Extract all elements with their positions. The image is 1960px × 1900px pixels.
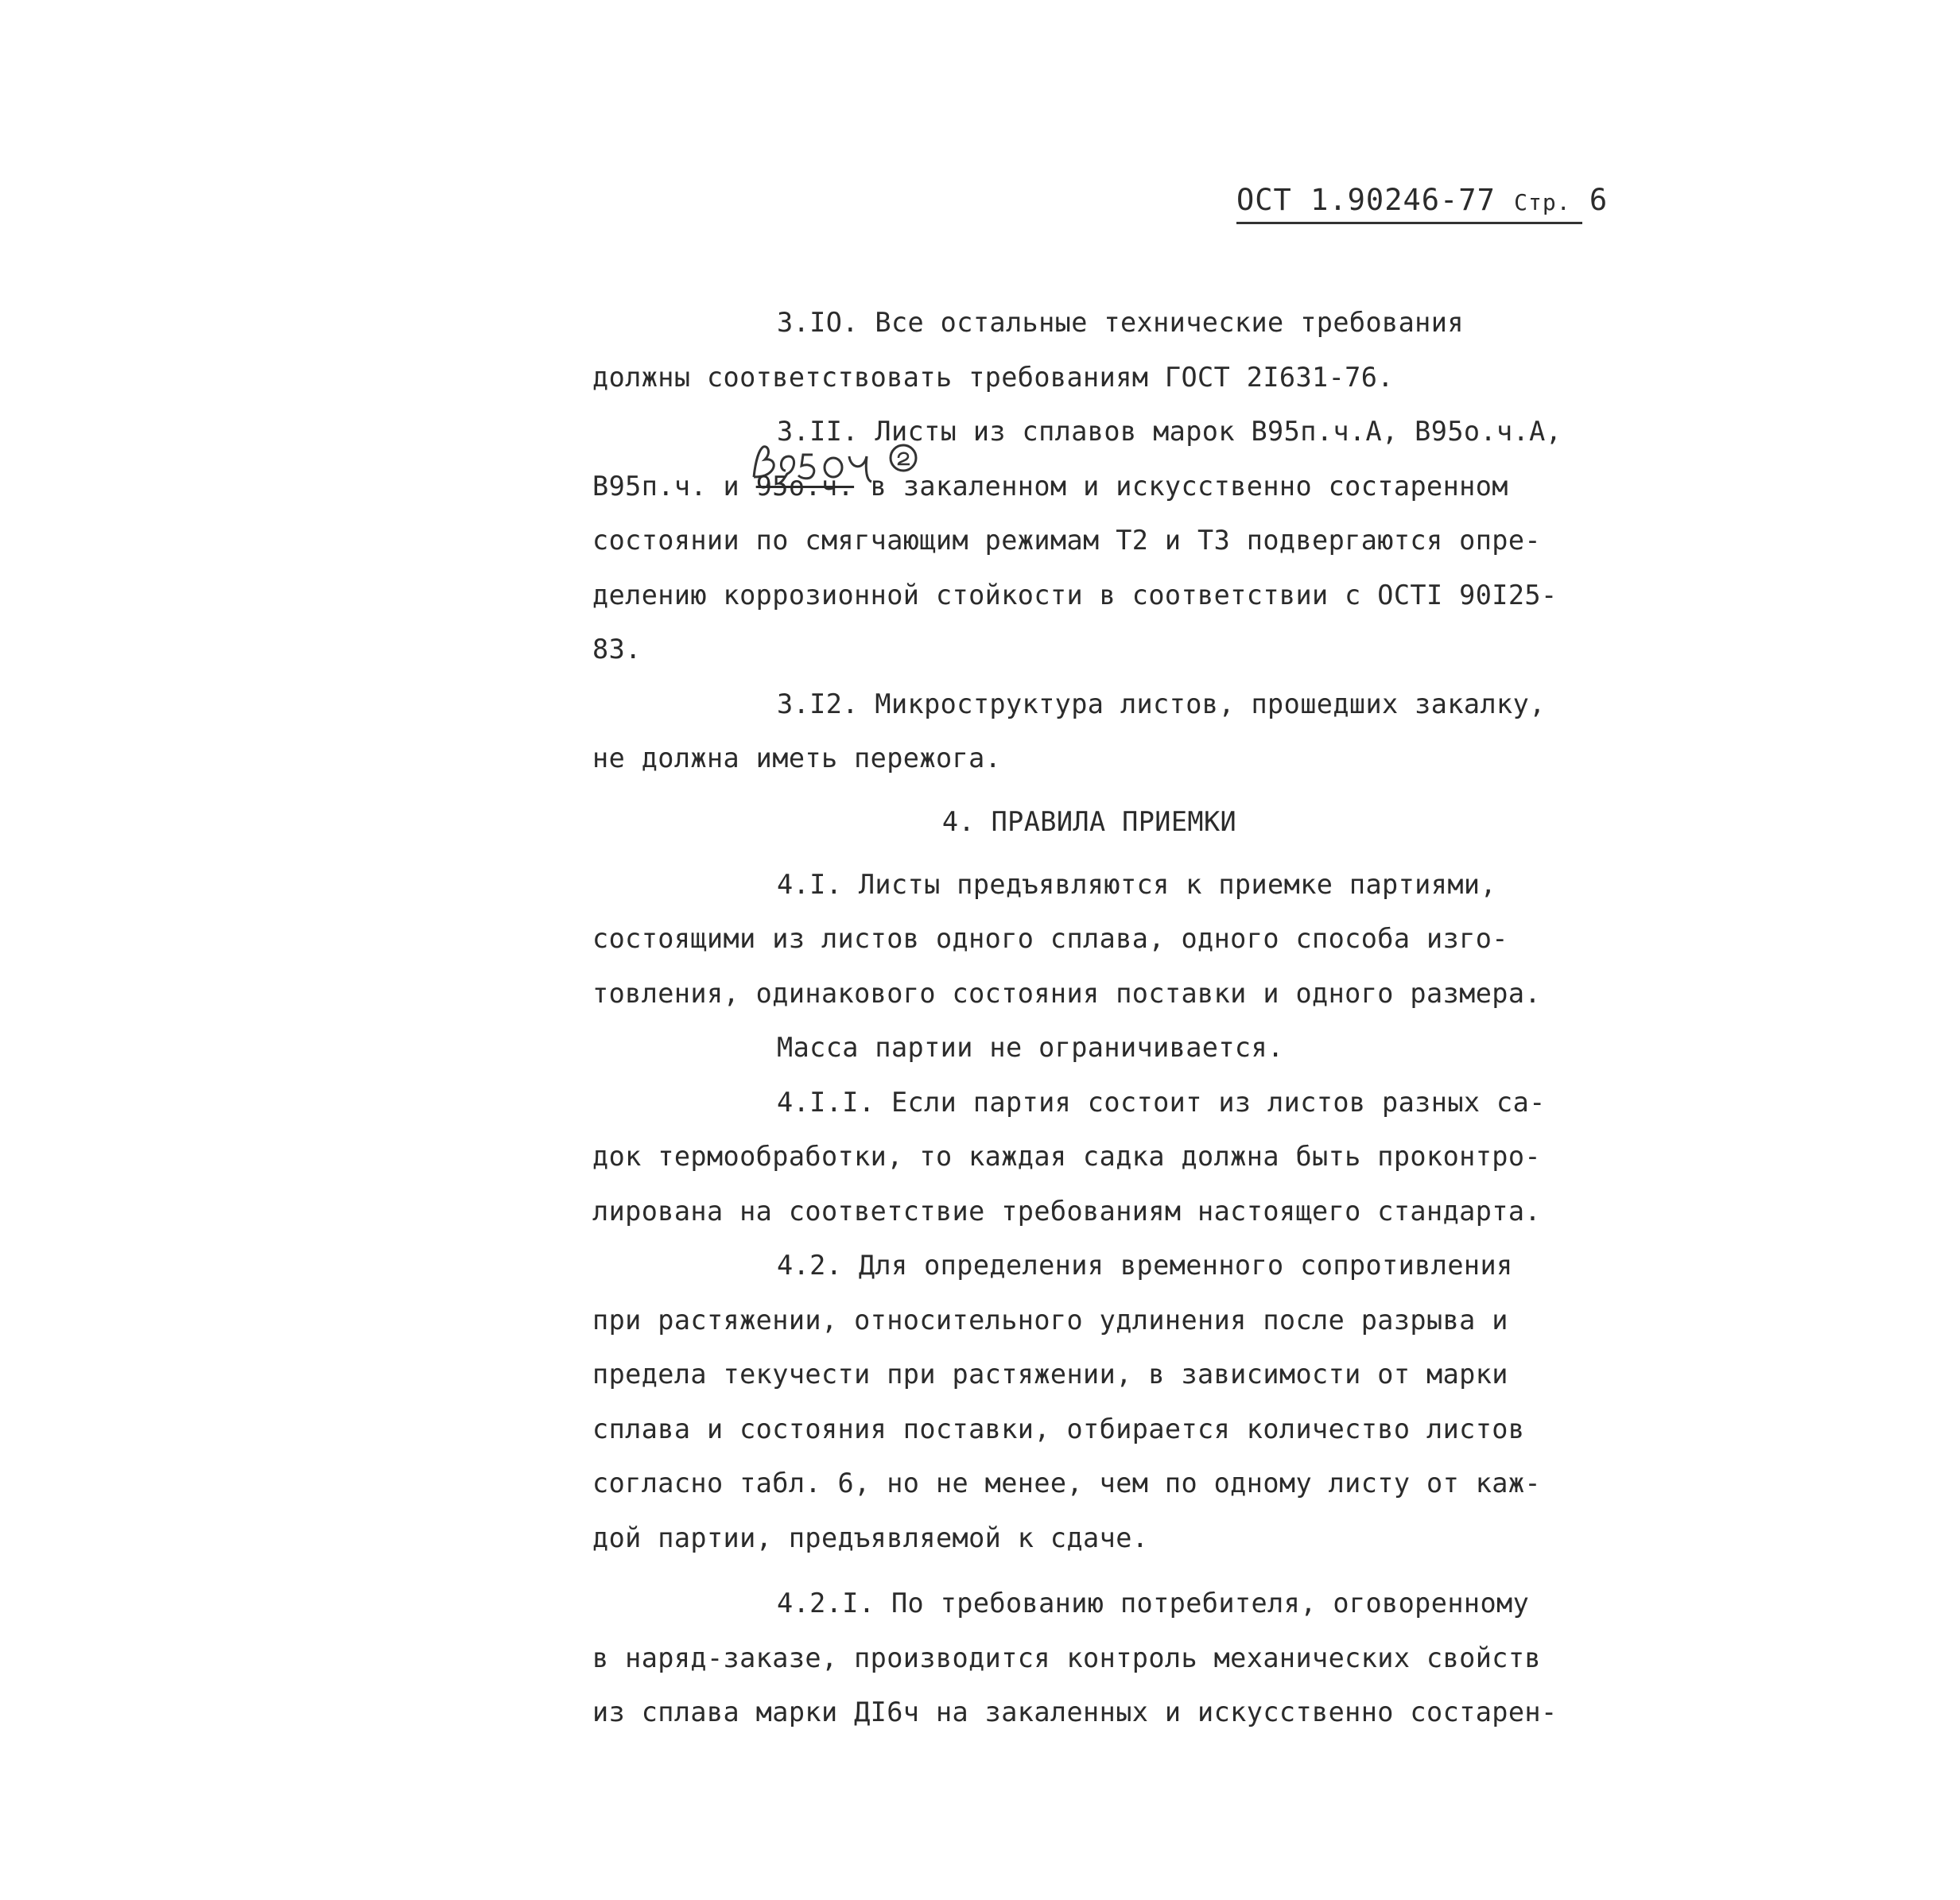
paragraph-4-1-line-3: товления, одинакового состояния поставки и одного размера. [592,977,1541,1009]
struck-text: 95о.ч. [755,470,855,502]
paragraph-4-1-1-line-3: лирована на соответствие требованиям настоящего стандарта. [592,1195,1541,1227]
paragraph-3-10-line-1: 3.IO. Все остальные технические требования [777,307,1464,338]
spacer [592,1565,1586,1576]
page-number: 6 [1589,183,1609,217]
paragraph-3-11-line-5: 83. [592,634,642,665]
paragraph-4-1-line-1: 4.I. Листы предъявляются к приемке партиями, [777,868,1497,900]
paragraph-4-2-line-1: 4.2. Для определения временного сопротивления [777,1250,1513,1281]
paragraph-4-2-1-line-2: в наряд-заказе, производится контроль механических свойств [592,1642,1541,1673]
paragraph-4-2-1-line-1: 4.2.I. По требованию потребителя, оговоренному [777,1588,1530,1619]
text-segment: В95п.ч. и [592,470,756,502]
page-label: Стр. [1514,189,1571,215]
paragraph-4-1-1-line-1: 4.I.I. Если партия состоит из листов разных са- [777,1086,1546,1118]
paragraph-4-2-line-2: при растяжении, относительного удлинения после разрыва и [592,1304,1508,1336]
paragraph-3-10-line-2: должны соответствовать требованиям ГОСТ 2I631-76. [592,361,1394,393]
paragraph-4-1-line-2: состоящими из листов одного сплава, одного способа изго- [592,923,1508,954]
paragraph-3-12-line-1: 3.I2. Микроструктура листов, прошедших закалку, [777,688,1546,719]
paragraph-4-2-line-4: сплава и состояния поставки, отбирается количество листов [592,1413,1525,1444]
document-body [592,296,1586,1740]
paragraph-4-2-1-line-3: из сплава марки ДI6ч на закаленных и искусственно состарен- [592,1696,1558,1727]
paragraph-4-1-line-4: Масса партии не ограничивается. [777,1032,1284,1063]
text-segment: в закаленном и искусственно состаренном [854,470,1508,502]
paragraph-3-11-line-2 [592,459,1586,514]
paragraph-4-2-line-3: предела текучести при растяжении, в зависимости от марки [592,1359,1508,1390]
paragraph-4-1-1-line-2: док термообработки, то каждая садка должна быть проконтро- [592,1141,1541,1172]
paragraph-3-11-line-4: делению коррозионной стойкости в соответствии с ОСТI 90I25- [592,579,1558,611]
paragraph-3-12-line-2: не должна иметь пережога. [592,743,1002,774]
section-4-heading: 4. ПРАВИЛА ПРИЕМКИ [941,805,1237,837]
paragraph-4-2-line-5: согласно табл. 6, но не менее, чем по одному листу от каж- [592,1468,1541,1499]
page-header [1236,183,1609,224]
document-code: ОСТ 1.90246-77 [1236,183,1496,217]
paragraph-3-11-line-1: 3.II. Листы из сплавов марок В95п.ч.А, В95о.ч.А, [777,416,1562,447]
paragraph-3-11-line-3: состоянии по смягчающим режимам Т2 и Т3 подвергаются опре- [592,525,1541,556]
paragraph-4-2-line-6: дой партии, предъявляемой к сдаче. [592,1522,1149,1553]
